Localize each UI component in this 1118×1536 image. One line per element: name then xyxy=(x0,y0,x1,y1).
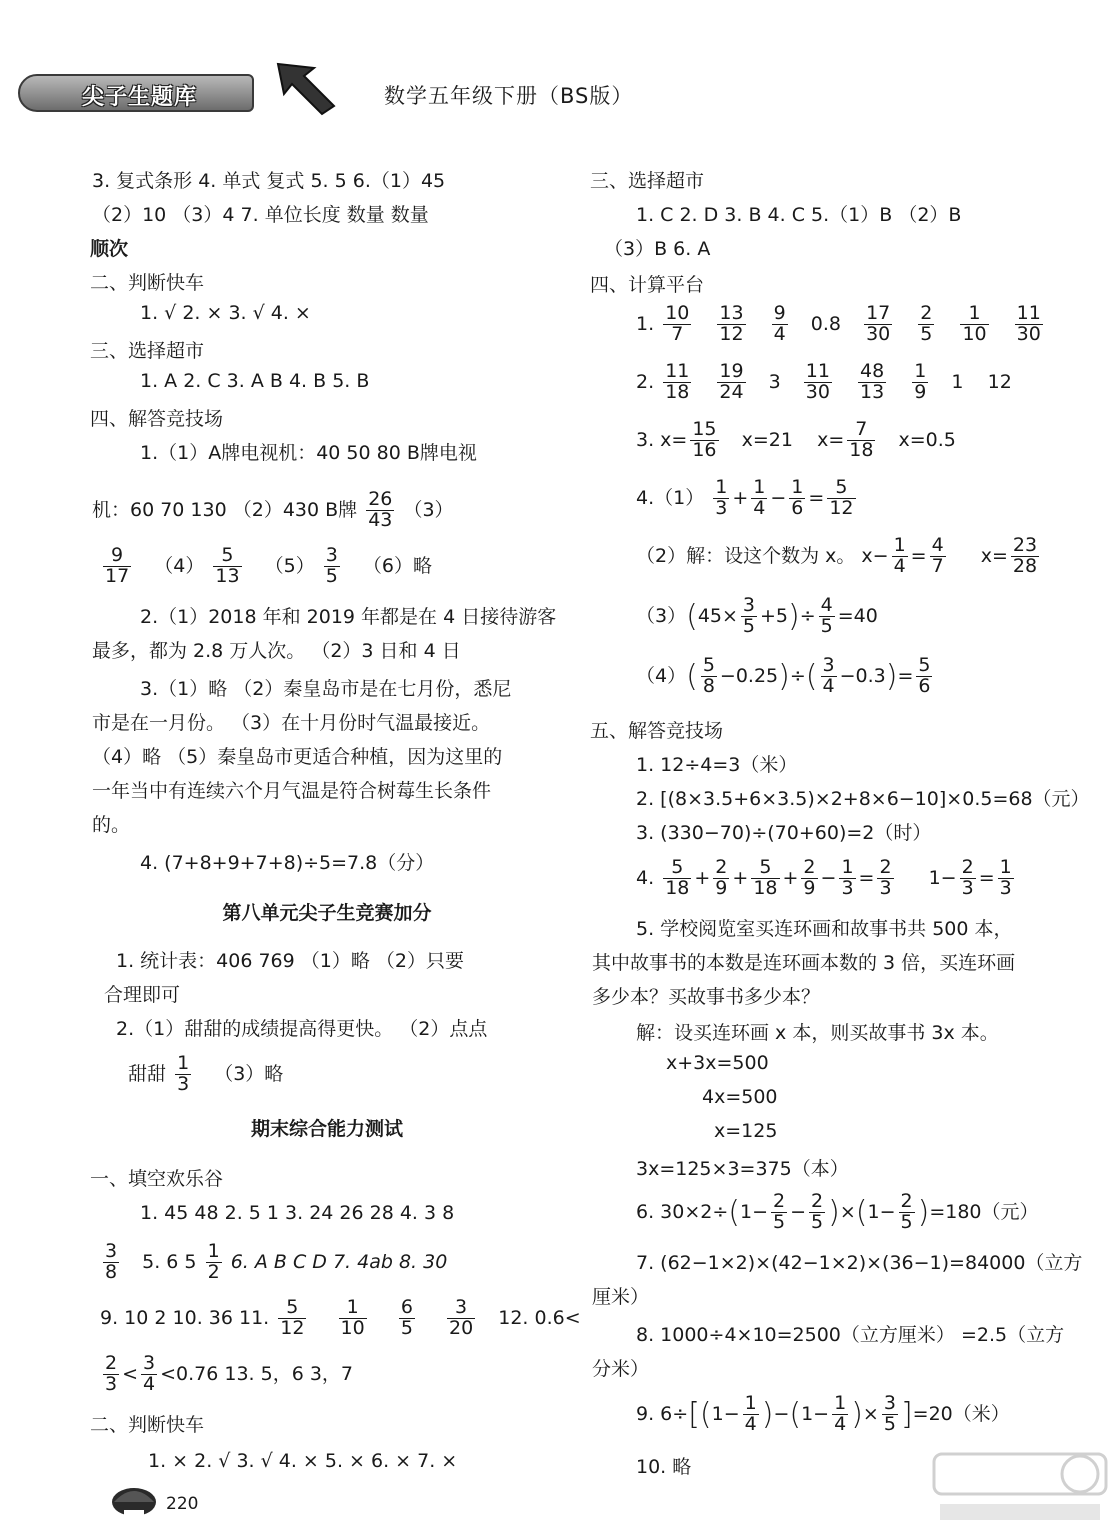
numerator: 1 xyxy=(715,476,728,498)
numerator: 13 xyxy=(719,302,744,324)
denominator: 18 xyxy=(849,438,874,461)
numerator: 3 xyxy=(105,1240,118,1262)
numerator: 2 xyxy=(879,856,892,878)
answer-text: 1− xyxy=(928,866,957,889)
numerator: 2 xyxy=(105,1352,118,1374)
integer-values: 1 12 xyxy=(951,370,1012,393)
denominator: 12 xyxy=(719,322,744,345)
numerator: 5 xyxy=(827,478,855,499)
answer-text: +5 xyxy=(760,604,789,627)
fraction xyxy=(278,1298,306,1339)
numerator: 1 xyxy=(914,360,927,382)
answer-text: （3） xyxy=(636,604,687,627)
numerator: 1 xyxy=(893,534,906,556)
fraction xyxy=(1015,304,1043,345)
numerator: 11 xyxy=(805,360,830,382)
series-tab xyxy=(18,74,254,112)
denominator: 9 xyxy=(914,380,927,403)
mascot-icon xyxy=(108,1478,160,1518)
denominator: 18 xyxy=(753,876,778,899)
denominator: 13 xyxy=(215,564,240,587)
denominator: 9 xyxy=(803,876,816,899)
numerator: 23 xyxy=(1012,534,1038,556)
denominator: 5 xyxy=(820,614,833,637)
numerator: 2 xyxy=(803,856,816,878)
numerator: 2 xyxy=(920,302,933,324)
fraction xyxy=(751,478,767,519)
answer-text: =40 xyxy=(837,604,878,627)
numerator: 3 xyxy=(742,594,756,616)
calc-line: （4）( $\frac{5}{8}$ −0.25)÷( $\frac{3}{4}$ −0.3)= $\frac{5}{6}$ xyxy=(636,654,931,697)
denominator: 4 xyxy=(822,674,835,697)
answer-text: ÷ xyxy=(799,604,816,627)
denominator: 7 xyxy=(931,554,944,577)
denominator: 16 xyxy=(692,438,717,461)
fraction xyxy=(804,362,832,403)
answer-line: 3. 复式条形 4. 单式 复式 5. 5 6.（1）45 xyxy=(92,170,446,192)
denominator: 4 xyxy=(744,1412,757,1435)
fraction xyxy=(827,478,855,519)
answer-line: 1. 45 48 2. 5 1 3. 24 26 28 4. 3 8 xyxy=(140,1202,455,1224)
fraction xyxy=(339,1298,367,1339)
denominator: 18 xyxy=(665,876,690,899)
answer-text: （2）解：设这个数为 x。 x− xyxy=(636,544,889,567)
numerator: 2 xyxy=(900,1190,913,1212)
section-title: 第八单元尖子生竞赛加分 xyxy=(222,902,432,924)
numerator: 2 xyxy=(961,856,974,878)
denominator: 24 xyxy=(719,380,744,403)
section-heading: 三、选择超市 xyxy=(90,340,205,362)
answer-line: 1. × 2. √ 3. √ 4. × 5. × 6. × 7. × xyxy=(148,1450,458,1472)
calc-line xyxy=(636,362,1116,420)
denominator: 3 xyxy=(999,876,1012,899)
answer-text: 5. 6 5 xyxy=(142,1250,197,1273)
answer-text: （6）略 xyxy=(362,554,432,577)
answer-line: 顺次 xyxy=(90,238,129,260)
denominator: 4 xyxy=(143,1372,156,1395)
answer-text: 9. 6÷ xyxy=(636,1402,689,1425)
answer-text: 45× xyxy=(697,604,738,627)
numerator: 6 xyxy=(400,1296,413,1318)
answer-line xyxy=(100,1354,570,1410)
answer-line xyxy=(100,546,570,602)
numerator: 7 xyxy=(847,420,875,441)
numerator: 2 xyxy=(811,1190,824,1212)
denominator: 30 xyxy=(866,322,891,345)
denominator: 5 xyxy=(400,1316,413,1339)
fraction xyxy=(858,362,886,403)
answer-line: 1. 12÷4=3（米） xyxy=(636,754,798,776)
numerator: 3 xyxy=(822,654,835,676)
numerator: 5 xyxy=(213,546,241,567)
denominator: 3 xyxy=(841,876,854,899)
answer-line: （3）B 6. A xyxy=(604,238,711,260)
fraction xyxy=(821,656,837,697)
item-number: 2. xyxy=(636,370,655,393)
answer-line xyxy=(100,1242,570,1298)
fraction xyxy=(930,536,946,577)
denominator: 3 xyxy=(177,1072,190,1095)
answer-text: 3. x= xyxy=(636,428,688,451)
fraction xyxy=(324,546,340,587)
problem-line: 多少本？买故事书多少本？ xyxy=(592,986,821,1008)
less-than: < xyxy=(122,1362,139,1385)
denominator: 13 xyxy=(860,380,885,403)
fraction xyxy=(877,858,893,899)
equation-line: x=125 xyxy=(714,1120,778,1142)
answer-line: 1. √ 2. × 3. √ 4. × xyxy=(140,302,311,324)
page-number: 220 xyxy=(166,1494,199,1514)
calc-line: （2）解：设这个数为 x。 x− $\frac{1}{4}$ = $\frac{4}{7}$ x= $\frac{23}{28}$ xyxy=(636,534,1038,577)
numerator: 1 xyxy=(841,856,854,878)
denominator: 8 xyxy=(105,1260,118,1283)
numerator: 5 xyxy=(663,858,691,879)
denominator: 3 xyxy=(961,876,974,899)
denominator: 6 xyxy=(791,496,804,519)
calc-line: （3）(45× $\frac{3}{5}$ +5)÷ $\frac{4}{5}$ =40 xyxy=(636,594,878,637)
answer-text: −0.25 xyxy=(719,664,779,687)
answer-line: 2.（1）甜甜的成绩提高得更快。 （2）点点 xyxy=(116,1018,488,1040)
denominator: 28 xyxy=(1012,554,1038,577)
denominator: 5 xyxy=(742,614,756,637)
denominator: 20 xyxy=(449,1316,474,1339)
problem-line: 其中故事书的本数是连环画本数的 3 倍，买连环画 xyxy=(592,952,1016,974)
section-heading: 二、判断快车 xyxy=(90,272,205,294)
fraction xyxy=(960,858,976,899)
answer-line xyxy=(100,1296,581,1354)
fraction xyxy=(663,304,691,345)
denominator: 7 xyxy=(671,322,684,345)
numerator: 5 xyxy=(751,858,779,879)
answer-line: （4）略 （5）秦皇岛市更适合种植，因为这里的 xyxy=(92,746,503,768)
equation-line: 3x=125×3=375（本） xyxy=(636,1158,849,1180)
answer-text: 6. 30×2÷ xyxy=(636,1200,729,1223)
fraction xyxy=(701,656,717,697)
fraction xyxy=(1011,536,1039,577)
integer-value: 3 xyxy=(768,370,781,393)
answer-text: 机：60 70 130 （2）430 B牌 xyxy=(92,498,358,521)
numerator: 9 xyxy=(773,302,786,324)
numerator: 4 xyxy=(931,534,944,556)
numerator: 11 xyxy=(665,360,690,382)
fraction xyxy=(751,858,779,899)
fraction xyxy=(717,362,745,403)
fraction xyxy=(912,362,928,403)
section-title: 期末综合能力测试 xyxy=(250,1118,403,1140)
answer-line xyxy=(92,490,562,546)
numerator: 1 xyxy=(207,1240,220,1262)
fraction xyxy=(832,1394,848,1435)
answer-line: （2）10 （3）4 7. 单位长度 数量 数量 xyxy=(92,204,429,226)
answer-text: =180（元） xyxy=(929,1200,1039,1223)
numerator: 26 xyxy=(368,488,393,510)
fraction xyxy=(447,1298,475,1339)
fraction xyxy=(399,1298,415,1339)
left-column xyxy=(90,166,581,1484)
fraction xyxy=(175,1054,191,1095)
fraction xyxy=(713,858,729,899)
answer-text: x=21 x= xyxy=(741,428,845,451)
section-heading: 三、选择超市 xyxy=(590,170,705,192)
denominator: 10 xyxy=(962,322,987,345)
denominator: 3 xyxy=(715,496,728,519)
answer-line: 解：设买连环画 x 本，则买故事书 3x 本。 xyxy=(636,1022,999,1044)
equation-line: x+3x=500 xyxy=(666,1052,769,1074)
denominator: 2 xyxy=(207,1260,220,1283)
denominator: 3 xyxy=(105,1372,118,1395)
fraction xyxy=(864,304,892,345)
answer-line: 1. C 2. D 3. B 4. C 5.（1）B （2）B xyxy=(636,204,962,226)
numerator: 1 xyxy=(999,856,1012,878)
numerator: 2 xyxy=(773,1190,786,1212)
answer-line: 10. 略 xyxy=(636,1456,692,1478)
item-number: 4. xyxy=(636,866,655,889)
answer-line: 一年当中有连续六个月气温是符合树莓生长条件 xyxy=(92,780,492,802)
numerator: 19 xyxy=(719,360,744,382)
right-column xyxy=(590,166,1090,1486)
calc-line: 9. 6÷[(1− $\frac{1}{4}$ )−(1− $\frac{1}{4}$ )× $\frac{3}{5}$ ]=20（米） xyxy=(636,1392,1010,1435)
section-heading: 五、解答竞技场 xyxy=(590,720,724,742)
fraction xyxy=(663,858,691,899)
fraction xyxy=(690,420,718,461)
answer-text: =20（米） xyxy=(912,1402,1010,1425)
denominator: 5 xyxy=(325,564,338,587)
fraction xyxy=(772,304,788,345)
calc-line xyxy=(636,420,1116,478)
answer-line: 3. (330−70)÷(70+60)=2（时） xyxy=(636,822,932,844)
denominator: 10 xyxy=(340,1316,365,1339)
denominator: 5 xyxy=(811,1210,824,1233)
numerator: 5 xyxy=(918,654,931,676)
denominator: 12 xyxy=(829,496,854,519)
fraction xyxy=(741,596,757,637)
fraction xyxy=(213,546,241,587)
arrow-icon xyxy=(274,58,338,116)
answer-text: 6. A B C D 7. 4ab 8. 30 xyxy=(230,1250,448,1273)
answer-line: 1. 统计表：406 769 （1）略 （2）只要 xyxy=(116,950,464,972)
numerator: 10 xyxy=(665,302,690,324)
section-heading: 一、填空欢乐谷 xyxy=(90,1168,224,1190)
answer-text: 12. 0.6< xyxy=(498,1306,581,1329)
fraction xyxy=(789,478,805,519)
answer-line: 2. [(8×3.5+6×3.5)×2+8×6−10]×0.5=68（元） xyxy=(636,788,1090,810)
fraction xyxy=(743,1394,759,1435)
denominator: 4 xyxy=(893,554,906,577)
answer-text: （4） xyxy=(154,554,205,577)
fraction xyxy=(103,1354,119,1395)
answer-text: ÷ xyxy=(789,664,806,687)
answer-line: 厘米） xyxy=(592,1286,650,1308)
numerator: 4 xyxy=(820,594,833,616)
denominator: 4 xyxy=(773,322,786,345)
numerator: 2 xyxy=(715,856,728,878)
denominator: 5 xyxy=(773,1210,786,1233)
fraction xyxy=(918,304,934,345)
answer-text: （3） xyxy=(403,498,454,521)
answer-line: 最多，都为 2.8 万人次。 （2）3 日和 4 日 xyxy=(92,640,461,662)
answer-line: 的。 xyxy=(92,814,131,836)
denominator: 5 xyxy=(883,1412,896,1435)
numerator: 1 xyxy=(753,476,766,498)
fraction xyxy=(366,490,394,531)
watermark-logo xyxy=(930,1448,1110,1528)
numerator: 3 xyxy=(883,1392,896,1414)
numerator: 1 xyxy=(960,304,988,325)
numerator: 5 xyxy=(278,1298,306,1319)
equation-line: 4x=500 xyxy=(702,1086,778,1108)
fraction xyxy=(899,1192,915,1233)
fraction xyxy=(819,596,835,637)
fraction xyxy=(141,1354,157,1395)
answer-text: <0.76 13. 5，6 3，7 xyxy=(160,1362,354,1385)
fraction xyxy=(960,304,988,345)
denominator: 18 xyxy=(665,380,690,403)
answer-line: 2.（1）2018 年和 2019 年都是在 4 日接待游客 xyxy=(140,606,557,628)
fraction xyxy=(809,1192,825,1233)
fraction xyxy=(892,536,908,577)
numerator: 1 xyxy=(791,476,804,498)
fraction xyxy=(839,858,855,899)
calc-line: 4.（1） $\frac{1}{3}$ + $\frac{1}{4}$ − $\frac{1}{6}$ = $\frac{5}{12}$ xyxy=(636,476,854,519)
answer-line: 市是在一月份。 （3）在十月份时气温最接近。 xyxy=(92,712,491,734)
answer-text: −0.3 xyxy=(839,664,886,687)
numerator: 5 xyxy=(702,654,715,676)
denominator: 30 xyxy=(1016,322,1041,345)
answer-text: x=0.5 xyxy=(898,428,956,451)
denominator: 4 xyxy=(834,1412,847,1435)
fraction xyxy=(103,1242,119,1283)
fraction xyxy=(713,478,729,519)
decimal-value: 0.8 xyxy=(810,312,842,335)
section-heading: 四、解答竞技场 xyxy=(90,408,224,430)
answer-text: （5） xyxy=(264,554,315,577)
numerator: 1 xyxy=(339,1298,367,1319)
section-heading: 二、判断快车 xyxy=(90,1414,205,1436)
denominator: 3 xyxy=(879,876,892,899)
fraction xyxy=(663,362,691,403)
answer-line: 3.（1）略 （2）秦皇岛市是在七月份，悉尼 xyxy=(140,678,512,700)
denominator: 5 xyxy=(920,322,933,345)
answer-line: 合理即可 xyxy=(104,984,181,1006)
numerator: 3 xyxy=(143,1352,156,1374)
answer-text: （3）略 xyxy=(214,1062,284,1085)
fraction xyxy=(998,858,1014,899)
answer-line xyxy=(128,1054,598,1114)
calc-line: 6. 30×2÷(1− $\frac{2}{5}$ − $\frac{2}{5}$ )×(1− $\frac{2}{5}$ )=180（元） xyxy=(636,1190,1039,1233)
fraction xyxy=(847,420,875,461)
answer-line: 7. (62−1×2)×(42−1×2)×(36−1)=84000（立方 xyxy=(636,1252,1083,1274)
numerator: 17 xyxy=(866,302,891,324)
answer-text: x= xyxy=(980,544,1008,567)
item-number: 1. xyxy=(636,312,655,335)
fraction xyxy=(206,1242,222,1283)
denominator: 17 xyxy=(105,564,130,587)
answer-line: 1.（1）A牌电视机：40 50 80 B牌电视 xyxy=(140,442,477,464)
denominator: 4 xyxy=(753,496,766,519)
book-title: 数学五年级下册（BS版） xyxy=(384,84,634,108)
denominator: 12 xyxy=(280,1316,305,1339)
fraction xyxy=(882,1394,898,1435)
calc-line: 4. $\frac{5}{18}$ + $\frac{2}{9}$ + $\frac{5}{18}$ + $\frac{2}{9}$ − $\frac{1}{3}$ = $\frac{2}{3}$ 1− $\frac{2}{3}$ = $\frac{1}{3}$ xyxy=(636,856,1012,899)
denominator: 30 xyxy=(805,380,830,403)
numerator: 3 xyxy=(447,1298,475,1319)
numerator: 48 xyxy=(860,360,885,382)
numerator: 1 xyxy=(744,1392,757,1414)
fraction xyxy=(771,1192,787,1233)
fraction xyxy=(916,656,932,697)
fraction xyxy=(717,304,745,345)
answer-line: 1. A 2. C 3. A B 4. B 5. B xyxy=(140,370,370,392)
answer-line: 分米） xyxy=(592,1358,650,1380)
numerator: 3 xyxy=(325,544,338,566)
calc-line xyxy=(636,304,1116,362)
numerator: 15 xyxy=(692,418,717,440)
answer-text: 9. 10 2 10. 36 11. xyxy=(100,1306,270,1329)
fraction xyxy=(103,546,131,587)
numerator: 1 xyxy=(834,1392,847,1414)
problem-line: 5. 学校阅览室买连环画和故事书共 500 本， xyxy=(636,918,1013,940)
section-heading: 四、计算平台 xyxy=(590,274,705,296)
denominator: 5 xyxy=(900,1210,913,1233)
denominator: 43 xyxy=(368,508,393,531)
answer-text: 甜甜 xyxy=(128,1062,167,1085)
answer-text: 4.（1） xyxy=(636,486,705,509)
series-label: 尖子生题库 xyxy=(82,85,198,110)
answer-line: 8. 1000÷4×10=2500（立方厘米） =2.5（立方 xyxy=(636,1324,1065,1346)
denominator: 8 xyxy=(702,674,715,697)
answer-line: 4. (7+8+9+7+8)÷5=7.8（分） xyxy=(140,852,435,874)
numerator: 11 xyxy=(1016,302,1041,324)
numerator: 1 xyxy=(177,1052,190,1074)
denominator: 6 xyxy=(918,674,931,697)
denominator: 9 xyxy=(715,876,728,899)
answer-text: （4） xyxy=(636,664,687,687)
numerator: 9 xyxy=(103,546,131,567)
fraction xyxy=(801,858,817,899)
